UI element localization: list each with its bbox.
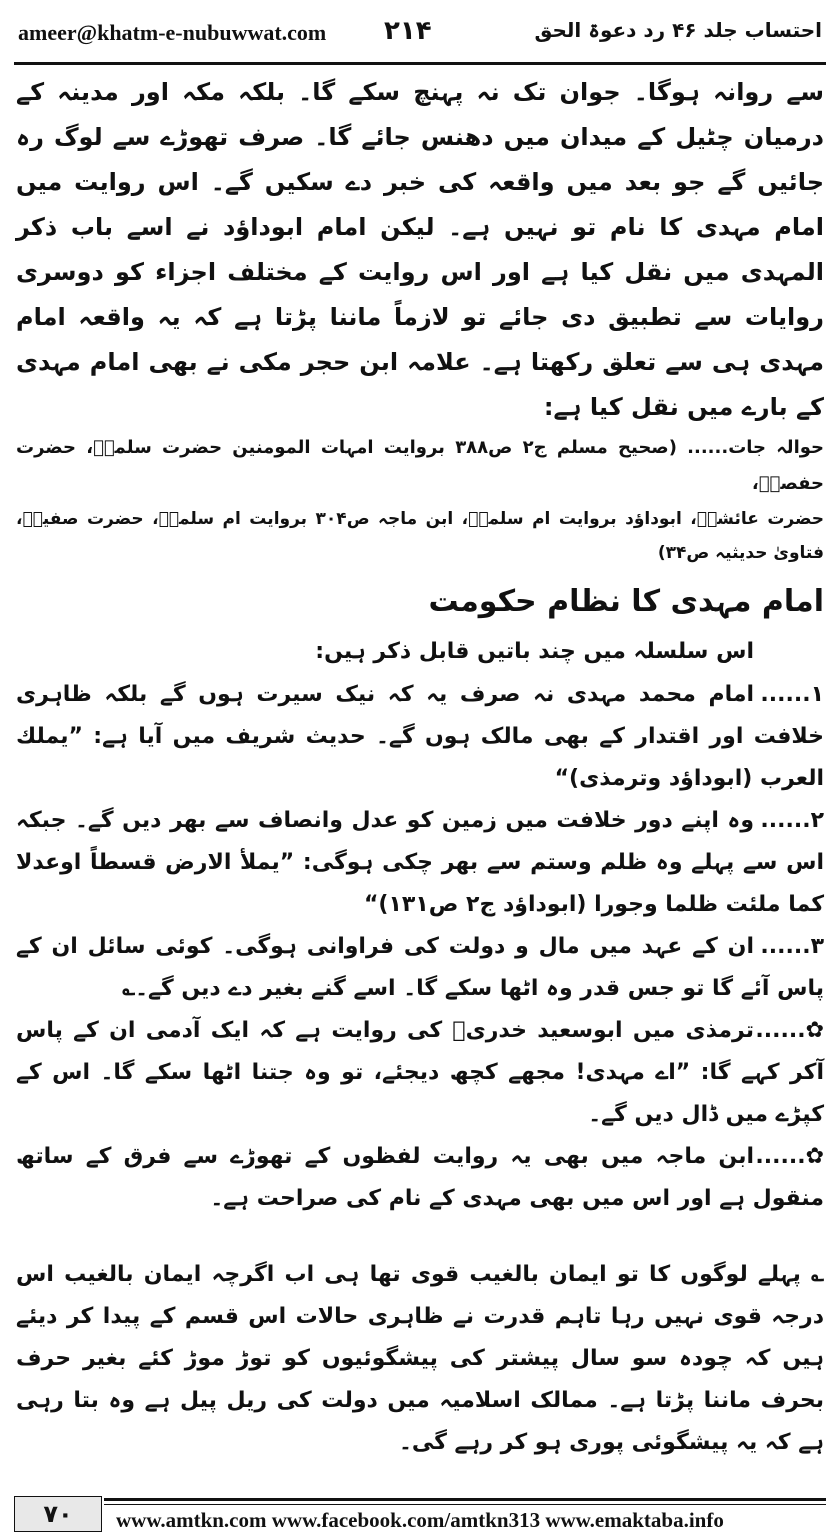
list-item-text: ان کے عہد میں مال و دولت کی فراوانی ہوگی۔ کوئی سائل ان کے پاس آئے گا تو جس قدر وہ اٹھا سکے گا۔ اسے گنے بغیر دے دیں گے۔؎ (16, 934, 824, 1001)
page-footer (0, 1486, 840, 1540)
footnote: ؎ پہلے لوگوں کا تو ایمان بالغیب قوی تھا ہی اب اگرچہ ایمان بالغیب اس درجہ قوی نہیں رہا تاہم قدرت نے ظاہری حالات اس قسم کے پیدا کر دیئے ہیں کہ چودہ سو سال پیشتر کی پیشگوئیوں کو توڑ موڑ کئے بغیر حرف بحرف ماننا پڑتا ہے۔ ممالک اسلامیہ میں دولت کی ریل پیل ہے وہ بتا رہی ہے کہ یہ پیشگوئی پوری ہو کر رہے گی۔ (16, 1262, 824, 1455)
footer-links: www.amtkn.com www.facebook.com/amtkn313 www.emaktaba.info (116, 1508, 724, 1532)
list-item (16, 674, 824, 800)
references-line-1: حوالہ جات...... (صحیح مسلم ج۲ ص۳۸۸ بروایت امہات المومنین حضرت سلمہؓ، حضرت حفصہؓ، (16, 437, 824, 494)
list-item-marker: ۳...... (760, 934, 824, 959)
list-item-marker: ۲...... (760, 808, 824, 833)
list-item (16, 800, 824, 926)
header-book-title: احتساب جلد ۴۶ رد دعوۃ الحق (534, 18, 822, 42)
list-item (16, 1136, 824, 1220)
list-item-marker: ۱...... (760, 682, 824, 707)
list-item-text: وہ اپنے دور خلافت میں زمین کو عدل وانصاف سے بھر دیں گے۔ جبکہ اس سے پہلے وہ ظلم وستم سے بھر چکی ہوگی: ”یملأ الارض قسطاً اوعدلا کما ملئت ظلما وجورا (ابوداؤد ج۲ ص۱۳۱)“ (16, 808, 824, 917)
header-email: ameer@khatm-e-nubuwwat.com (18, 20, 327, 45)
header-rule (14, 62, 826, 65)
footer-page-badge: ۷۰ (14, 1496, 102, 1532)
page-body (16, 70, 824, 1486)
list-item-text: ابن ماجہ میں بھی یہ روایت لفظوں کے تھوڑے سے فرق کے ساتھ منقول ہے اور اس میں بھی مہدی کے نام کی صراحت ہے۔ (16, 1144, 824, 1211)
section-intro: اس سلسلہ میں چند باتیں قابل ذکر ہیں: (315, 639, 754, 664)
footer-rule-thin (104, 1504, 826, 1505)
list-item (16, 1010, 824, 1136)
footer-rule (104, 1498, 826, 1501)
list-item-text: ترمذی میں ابوسعید خدریؓ کی روایت ہے کہ ایک آدمی ان کے پاس آکر کہے گا: ”اے مہدی! مجھے کچھ دیجئے، تو وہ جتنا اٹھا سکے گا۔ اس کے کپڑے میں ڈال دیں گے۔ (16, 1018, 824, 1127)
references-line-2: حضرت عائشہؓ، ابوداؤد بروایت ام سلمہؓ، ابن ماجہ ص۳۰۴ بروایت ام سلمہؓ، حضرت صفیہؓ، فتاویٰ حدیثیہ ص۳۴) (16, 509, 824, 563)
list-item-marker: ✿...... (755, 1144, 824, 1169)
list-item (16, 926, 824, 1010)
header-page-number: ۲۱۴ (384, 16, 432, 46)
section-heading: امام مہدی کا نظام حکومت (428, 584, 824, 619)
list-item-marker: ✿...... (755, 1018, 824, 1043)
page-header (0, 0, 840, 64)
list-item-text: امام محمد مہدی نہ صرف یہ کہ نیک سیرت ہوں گے بلکہ ظاہری خلافت اور اقتدار کے بھی مالک ہوں گے۔ حدیث شریف میں آیا ہے: ”یملك العرب (ابوداؤد وترمذی)“ (16, 682, 824, 791)
paragraph-1: سے روانہ ہوگا۔ جوان تک نہ پہنچ سکے گا۔ بلکہ مکہ اور مدینہ کے درمیان چٹیل کے میدان میں دھنس جائے گا۔ صرف تھوڑے سے لوگ رہ جائیں گے جو بعد میں واقعہ کی خبر دے سکیں گے۔ اس روایت میں امام مہدی کا نام تو نہیں ہے۔ لیکن امام ابوداؤد نے اسے باب ذکر المہدی میں نقل کیا ہے اور اس روایت کے مختلف اجزاء کو دوسری روایات سے تطبیق دی جائے تو لازماً ماننا پڑتا ہے کہ یہ واقعہ امام مہدی ہی سے تعلق رکھتا ہے۔ علامہ ابن حجر مکی نے بھی امام مہدی کے بارے میں نقل کیا ہے: (16, 78, 824, 421)
